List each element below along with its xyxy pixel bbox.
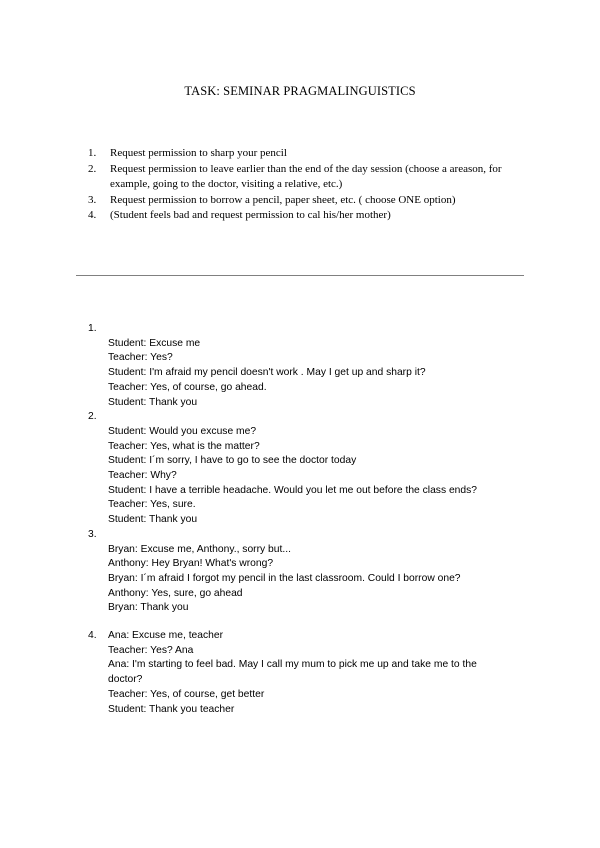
- dialog-4: [88, 629, 528, 717]
- dialog-line: Ana: Excuse me, teacher: [108, 630, 224, 642]
- task-number: 3.: [88, 193, 97, 206]
- dialog-line: Student: Thank you: [108, 514, 198, 526]
- task-text: (Student feels bad and request permission to cal his/her mother): [110, 209, 391, 221]
- dialog-line: Student: I'm afraid my pencil doesn't work . May I get up and sharp it?: [108, 367, 426, 379]
- task-number: 2.: [88, 162, 97, 175]
- dialog-lines: [88, 425, 528, 528]
- dialog-line: Student: Excuse me: [108, 337, 201, 349]
- dialog-line: Student: I have a terrible headache. Would you let me out before the class ends?: [108, 484, 478, 496]
- dialog-line: Teacher: Yes, of course, get better: [108, 688, 265, 700]
- dialog-number: 2.: [88, 411, 97, 423]
- dialog-line: Anthony: Yes, sure, go ahead: [108, 587, 243, 599]
- task-number: 4.: [88, 209, 97, 221]
- task-text: Request permission to borrow a pencil, paper sheet, etc. ( choose ONE option): [110, 193, 456, 206]
- dialog-line: Student: Thank you teacher: [108, 703, 235, 715]
- task-number: 1.: [88, 147, 97, 159]
- dialog-line: Ana: I'm starting to feel bad. May I call my mum to pick me up and take me to the doctor?: [108, 659, 477, 686]
- dialog-line: Bryan: Excuse me, Anthony., sorry but...: [108, 543, 291, 555]
- dialog-list: [88, 322, 528, 717]
- dialog-line: Bryan: I´m afraid I forgot my pencil in the last classroom. Could I borrow one?: [108, 572, 461, 584]
- spacer: [88, 616, 528, 629]
- task-text: Request permission to sharp your pencil: [110, 147, 287, 159]
- dialog-number: 1.: [88, 323, 97, 334]
- dialog-line: Teacher: Yes, of course, go ahead.: [108, 381, 267, 393]
- dialog-line: Teacher: Yes, sure.: [108, 499, 196, 511]
- dialog-line: Teacher: Yes, what is the matter?: [108, 440, 260, 452]
- dialog-number: 3.: [88, 528, 97, 540]
- task-text: Request permission to leave earlier than the end of the day session (choose a areason, for example, going to the doctor, visiting a relative, etc.): [110, 162, 502, 190]
- task-item: [88, 162, 528, 193]
- dialog-1: [88, 322, 528, 410]
- dialog-lines: [88, 337, 528, 411]
- dialog-line: Teacher: Why?: [108, 470, 177, 481]
- dialog-line: Bryan: Thank you: [108, 602, 189, 614]
- page-title: TASK: SEMINAR PRAGMALINGUISTICS: [184, 84, 416, 98]
- task-list: [88, 146, 528, 224]
- dialog-line: Teacher: Yes? Ana: [108, 644, 194, 656]
- dialog-line: Student: I´m sorry, I have to go to see the doctor today: [108, 455, 357, 467]
- dialog-line: Student: Thank you: [108, 396, 198, 408]
- task-item: [88, 146, 528, 162]
- dialog-line: Student: Would you excuse me?: [108, 425, 257, 437]
- dialog-line: Anthony: Hey Bryan! What's wrong?: [108, 558, 274, 570]
- dialog-number: 4.: [88, 630, 97, 642]
- dialog-2: [88, 410, 528, 528]
- task-item: [88, 208, 528, 224]
- section-divider: [76, 275, 524, 276]
- dialog-lines: [108, 629, 528, 717]
- dialog-lines: [88, 543, 528, 617]
- task-item: [88, 193, 528, 209]
- dialog-line: Teacher: Yes?: [108, 352, 173, 364]
- dialog-3: [88, 528, 528, 616]
